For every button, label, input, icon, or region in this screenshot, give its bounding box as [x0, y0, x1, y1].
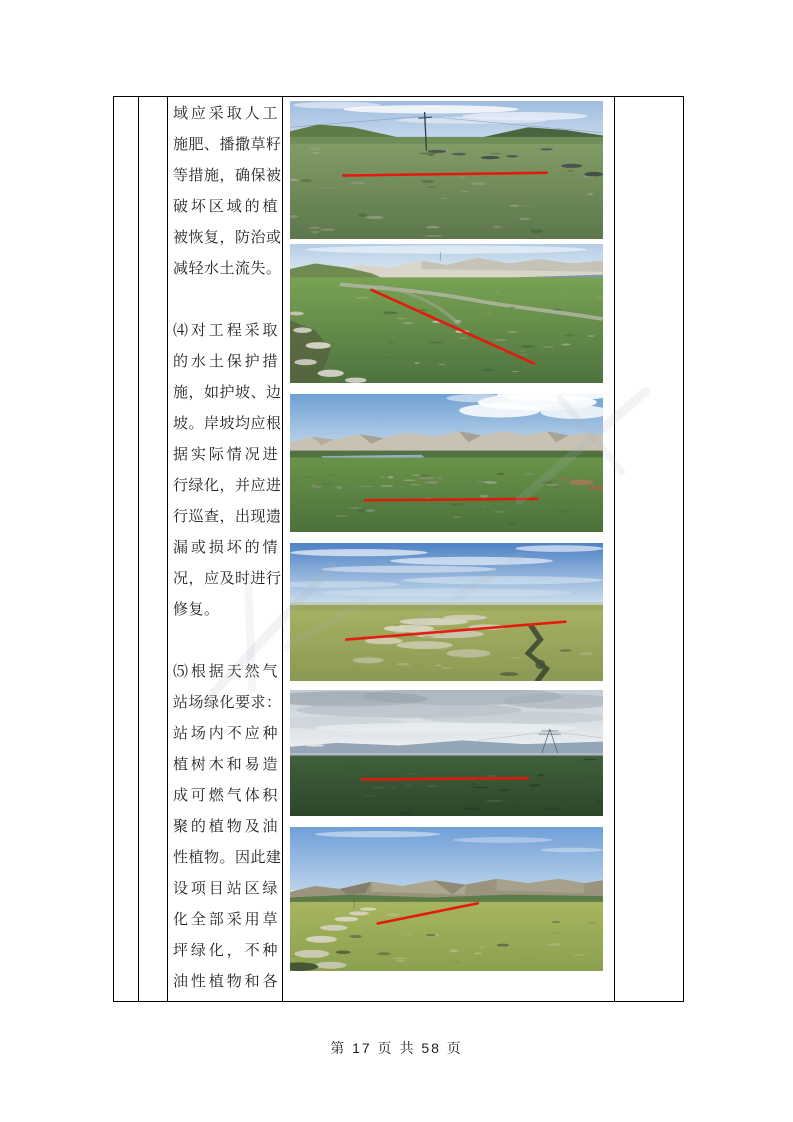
- paragraph-3: [173, 656, 282, 997]
- text-line: 破坏区域的植: [173, 198, 278, 215]
- table-cell-empty-left-1: [114, 97, 139, 1002]
- measures-text-cell: [168, 97, 283, 1002]
- text-line: 站场绿化要求：: [173, 694, 282, 711]
- report-table: [113, 96, 684, 1002]
- paragraph-1: [173, 98, 282, 284]
- text-line: 域应采取人工: [173, 105, 278, 122]
- photo-valley-path-mountains: [290, 244, 603, 383]
- photo-stack: [290, 101, 614, 971]
- text-line: 漏或损坏的情: [173, 539, 278, 556]
- text-line: 站场内不应种: [173, 725, 278, 742]
- text-line: 聚的植物及油: [173, 818, 278, 835]
- page-number: 第 17 页 共 58 页: [330, 1040, 463, 1056]
- site-photos-cell: [283, 97, 615, 1002]
- text-line: ⑷对工程采取: [173, 322, 278, 339]
- text-line: 施肥、播撒草籽: [173, 136, 282, 153]
- paragraph-2: [173, 315, 282, 625]
- text-line: 化全部采用草: [173, 911, 278, 928]
- text-line: 况，应及时进行: [173, 570, 282, 587]
- photo-meadow-rocky-ridge: [290, 827, 603, 971]
- text-line: 油性植物和各: [173, 973, 278, 990]
- table-cell-empty-right: [615, 97, 684, 1002]
- table-cell-empty-left-2: [139, 97, 168, 1002]
- text-line: 行巡查，出现遗: [173, 508, 282, 525]
- text-line: 成可燃气体积: [173, 787, 278, 804]
- photo-mountain-lake: [290, 394, 603, 532]
- photo-overcast-power-tower: [290, 690, 603, 816]
- text-line: 坪绿化，不种: [173, 942, 278, 959]
- text-line: 设项目站区绿: [173, 880, 278, 897]
- text-line: 坡。岸坡均应根: [173, 415, 282, 432]
- text-line: 修复。: [173, 601, 220, 618]
- red-line-annotation: [362, 778, 528, 779]
- text-line: 据实际情况进: [173, 446, 278, 463]
- photo-grassland-utility-pole: [290, 101, 603, 239]
- photo-bare-soil-patches: [290, 543, 603, 681]
- text-line: 等措施，确保被: [173, 167, 282, 184]
- text-line: 性植物。因此建: [173, 849, 282, 866]
- text-line: 减轻水土流失。: [173, 260, 282, 277]
- text-line: 被恢复，防治或: [173, 229, 282, 246]
- text-line: 行绿化，并应进: [173, 477, 282, 494]
- red-line-annotation: [365, 499, 537, 500]
- text-line: 植树木和易造: [173, 756, 278, 773]
- text-line: 的水土保护措: [173, 353, 278, 370]
- text-line: ⑸根据天然气: [173, 663, 278, 680]
- measures-text: [173, 98, 282, 997]
- text-line: 施，如护坡、边: [173, 384, 282, 401]
